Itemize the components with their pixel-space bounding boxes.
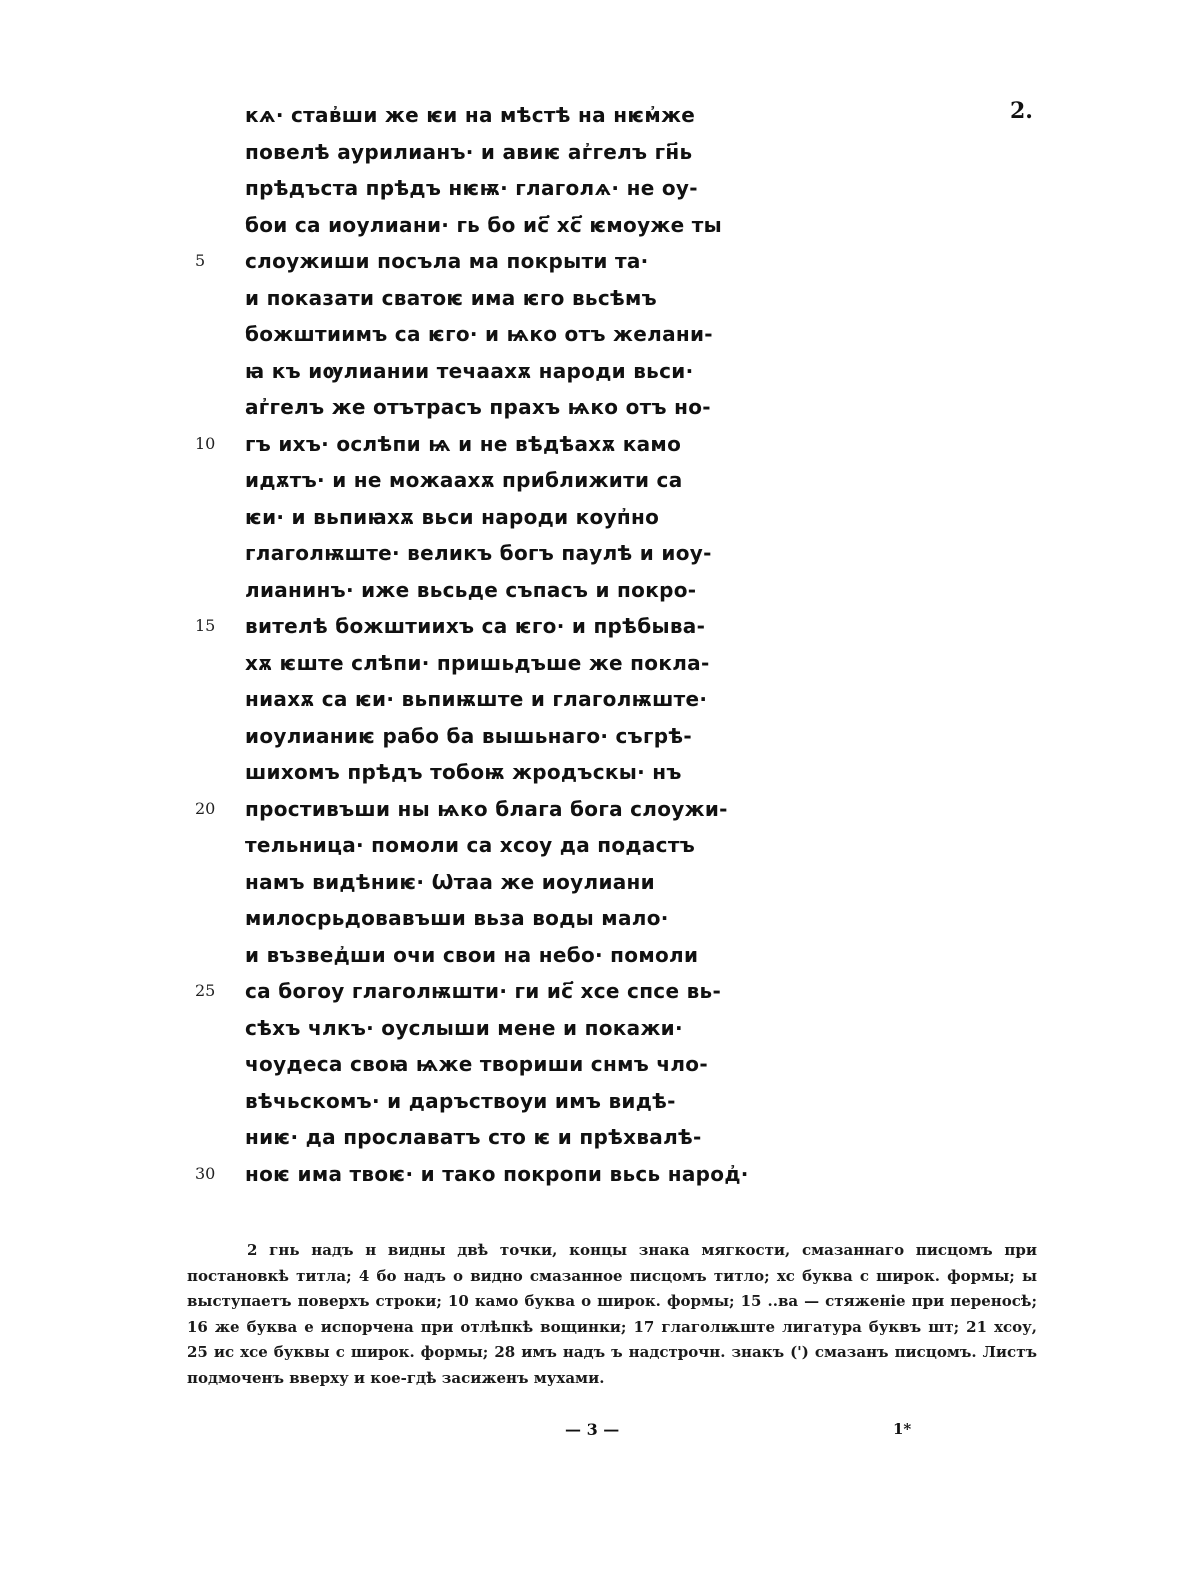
- line-text: повелѣ аурилианъ· и авиѥ аг҆гелъ гн҃ь: [245, 139, 693, 164]
- text-line: [195, 1010, 775, 1047]
- text-line: [195, 207, 775, 244]
- text-line: [195, 900, 775, 937]
- text-line: [195, 462, 775, 499]
- line-text: божштиимъ са ѥго· и ѩко отъ желани-: [245, 322, 713, 346]
- text-line: [195, 353, 775, 390]
- line-number: 25: [195, 981, 216, 1000]
- text-line: [195, 134, 775, 171]
- line-text: простивъши ны ѩко блага бога слоужи-: [245, 796, 728, 821]
- line-text: ноѥ има твоѥ· и тако покропи вьсь народ҆·: [245, 1161, 749, 1186]
- line-number: 5: [195, 251, 206, 270]
- text-line: [195, 827, 775, 864]
- text-line: [195, 280, 775, 317]
- line-text: лианинъ· иже вьсьде съпасъ и покро-: [245, 577, 697, 602]
- line-text: кѧ· став҆ши же ѥи на мѣстѣ на нѥм҆же: [245, 103, 696, 127]
- line-text: глаголѭште· великъ богъ паулѣ и иоу-: [245, 541, 712, 565]
- page-number: 2.: [1010, 98, 1033, 124]
- line-number: 10: [195, 433, 216, 453]
- line-number: 20: [195, 798, 216, 818]
- text-line: [195, 1156, 775, 1193]
- line-text: вѣчьскомъ· и даръствоуи имъ видѣ-: [245, 1088, 676, 1113]
- text-line: [195, 535, 775, 572]
- footer-signature-mark: 1*: [893, 1420, 912, 1438]
- text-line: [195, 791, 775, 828]
- footer-page-marker: — 3 —: [565, 1420, 620, 1439]
- text-line: [195, 170, 775, 207]
- line-text: тельница· помоли са хсоу да подастъ: [245, 833, 696, 857]
- line-text: милосрьдовавъши вьза воды мало·: [245, 906, 669, 930]
- text-line: [195, 499, 775, 536]
- line-text: вителѣ божштиихъ са ѥго· и прѣбыва-: [245, 614, 706, 638]
- text-line: [195, 645, 775, 682]
- line-text: чоудеса своꙗ ѩже твориши снмъ чло-: [245, 1052, 708, 1076]
- line-text: аг҆гелъ же отътрасъ прахъ ѩко отъ но-: [245, 395, 711, 419]
- line-number: 15: [195, 616, 216, 635]
- line-text: сѣхъ члкъ· оуслыши мене и покажи·: [245, 1015, 683, 1040]
- line-text: са богоу глаголѭшти· ги ис҃ хсе спсе вь-: [245, 979, 722, 1003]
- line-text: ꙗ къ иѹлиании течаахѫ народи вьси·: [245, 358, 694, 383]
- line-text: хѫ ѥште слѣпи· пришьдъше же покла-: [245, 650, 710, 675]
- text-line: [195, 681, 775, 718]
- line-text: иоулианиѥ рабо ба вышьнаго· съгрѣ-: [245, 723, 692, 748]
- text-line: [195, 97, 775, 134]
- line-text: намъ видѣниѥ· Ѡтаа же иоулиани: [245, 869, 655, 894]
- text-line: [195, 608, 775, 645]
- text-line: [195, 426, 775, 463]
- line-text: прѣдъста прѣдъ нѥѭ· глаголѧ· не оу-: [245, 176, 698, 200]
- text-line: [195, 718, 775, 755]
- line-text: ниахѫ са ѥи· вьпиѭште и глаголѭште·: [245, 687, 708, 711]
- text-block: [195, 97, 775, 1192]
- text-line: [195, 389, 775, 426]
- text-line: [195, 316, 775, 353]
- text-line: [195, 754, 775, 791]
- line-text: ниѥ· да прославатъ сто ѥ и прѣхвалѣ-: [245, 1125, 702, 1149]
- line-text: бои са иоулиани· гь бо ис҃ хс҃ ѥмоуже ты: [245, 212, 723, 237]
- line-number: 30: [195, 1163, 216, 1183]
- line-text: идѫтъ· и не можаахѫ приближити са: [245, 468, 683, 492]
- text-line: [195, 864, 775, 901]
- line-text: шихомъ прѣдъ тобоѭ жродъскы· нъ: [245, 760, 682, 784]
- text-line: [195, 1046, 775, 1083]
- text-line: [195, 937, 775, 974]
- text-line: [195, 1119, 775, 1156]
- footnotes: 2 гнь надъ н видны двѣ точки, концы знака мягкости, смазаннаго писцомъ при постановкѣ титла; 4 бо надъ о видно смазанное писцомъ титло; хс буква с широк. формы; ы выступаетъ поверхъ строки; 10 камо буква о широк. формы; 15 ..ва — стяженіе при переносѣ; 16 же буква е испорчена при отлѣпкѣ вощинки; 17 глаголѭште лигатура буквъ шт; 21 хсоу, 25 ис хсе буквы с широк. формы; 28 имъ надъ ъ надстрочн. знакъ (') смазанъ писцомъ. Листъ подмоченъ вверху и кое-гдѣ засиженъ мухами.: [187, 1241, 1037, 1387]
- line-text: и показати сватоѥ има ѥго вьсѣмъ: [245, 285, 657, 310]
- text-line: [195, 1083, 775, 1120]
- line-text: и възвед҆ши очи свои на небо· помоли: [245, 942, 699, 967]
- line-text: ѥи· и вьпиꙗхѫ вьси народи коуп҆но: [245, 504, 660, 529]
- text-line: [195, 243, 775, 280]
- line-text: гъ ихъ· ослѣпи ѩ и не вѣдѣахѫ камо: [245, 431, 682, 456]
- text-line: [195, 572, 775, 609]
- line-text: слоужиши посъла ма покрыти та·: [245, 249, 649, 273]
- text-line: [195, 973, 775, 1010]
